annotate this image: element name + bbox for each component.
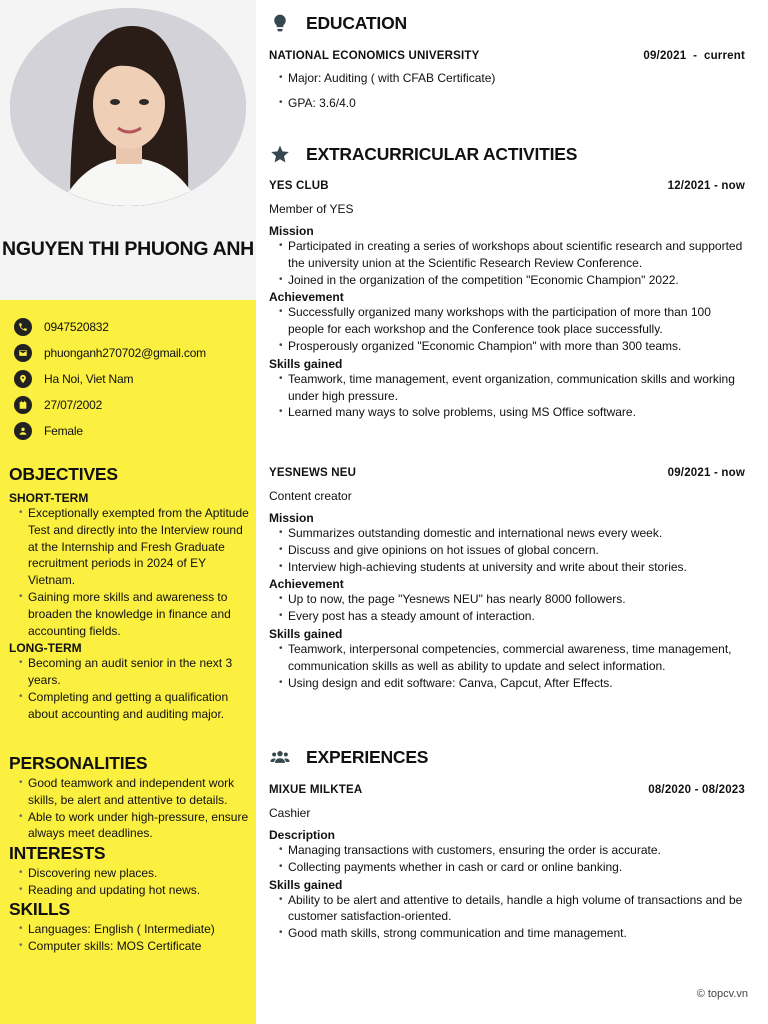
education-date [643,50,749,62]
education-entry [269,50,749,112]
long-term-list [9,655,249,722]
activity-org: YESNEWS NEU [269,467,357,479]
school-name: NATIONAL ECONOMICS UNIVERSITY [269,50,480,62]
interests-list [9,865,249,899]
personalities-title: PERSONALITIES [9,753,148,773]
mission-label: Mission [269,224,314,238]
users-icon [269,746,291,768]
phone-number[interactable]: 0947520832 [44,320,109,334]
list-item: • Major: Auditing ( with CFAB Certificate) [269,70,749,87]
person-icon [14,422,32,440]
list-item: • Every post has a steady amount of interaction. [269,608,749,625]
experience-entry [269,784,749,942]
achievement-label: Achievement [269,577,344,592]
contact-phone [14,314,250,340]
avatar [10,8,246,206]
activity-entry-yesnews [269,467,749,691]
candidate-name: NGUYEN THI PHUONG ANH [2,238,254,260]
activity-role: Content creator [269,489,352,503]
list-item: • Completing and getting a qualification about accounting and auditing major. [9,689,249,723]
list-item: • Good teamwork and independent work skills, be alert and attentive to details. [9,775,249,809]
list-item: • Prosperously organized "Economic Champion" with more than 300 teams. [269,338,749,355]
activity-entry-yes-club [269,180,749,421]
footer-credit[interactable]: © topcv.vn [696,988,748,1000]
education-list [269,70,749,112]
skills-gained-label: Skills gained [269,626,343,641]
achievement-list [269,591,749,625]
phone-icon [14,318,32,336]
avatar-photo [10,8,246,206]
education-header [269,12,407,34]
contact-gender [14,418,250,444]
objectives-section [9,464,249,723]
description-label: Description [269,828,336,842]
skills-gained-label: Skills gained [269,877,343,892]
birthday-text: 27/07/2002 [44,398,103,412]
lightbulb-icon [269,12,291,34]
contact-email [14,340,250,366]
list-item: • Discuss and give opinions on hot issues of global concern. [269,542,749,559]
list-item: • Able to work under high-pressure, ensure always meet deadlines. [9,809,249,843]
list-item: • Successfully organized many workshops with the participation of more than 100 people for each workshop and the Conference took place successfully. [269,304,749,338]
location-text: Ha Noi, Viet Nam [44,372,134,386]
mission-list [269,238,749,288]
extracurricular-header [269,143,577,165]
list-item: • Languages: English ( Intermediate) [9,921,249,938]
list-item: • Up to now, the page "Yesnews NEU" has nearly 8000 followers. [269,591,749,608]
location-icon [14,370,32,388]
list-item: • Managing transactions with customers, ensuring the order is accurate. [269,842,749,859]
achievement-list [269,304,749,354]
list-item: • Teamwork, time management, event organization, communication skills and working under high pressure. [269,371,749,405]
description-list [269,842,749,876]
experiences-title: EXPERIENCES [306,746,429,767]
list-item: • Learned many ways to solve problems, using MS Office software. [269,404,749,421]
date-separator: - [693,50,698,62]
achievement-label: Achievement [269,290,344,305]
activity-role: Member of YES [269,202,354,216]
list-item: • Participated in creating a series of workshops about scientific research and supported the university union at the Scientific Research Review Conference. [269,238,749,272]
personalities-section [9,753,249,842]
activity-date: 12/2021 - now [667,180,745,192]
experiences-header [269,746,428,768]
contact-birthday [14,392,250,418]
contact-location [14,366,250,392]
mission-list [269,525,749,575]
date-to: current [703,50,745,62]
company-name: MIXUE MILKTEA [269,784,363,796]
list-item: • Ability to be alert and attentive to details, handle a high volume of transactions and be customer satisfaction-oriented. [269,892,749,926]
list-item: • GPA: 3.6/4.0 [269,95,749,112]
list-item: • Teamwork, interpersonal competencies, commercial awareness, time management, communication skills as well as ability to update and select information. [269,641,749,675]
education-head [269,50,749,62]
experience-role: Cashier [269,806,311,820]
short-term-label: SHORT-TERM [9,491,89,505]
gender-text: Female [44,424,83,438]
mission-label: Mission [269,511,314,525]
interests-section [9,843,249,899]
personalities-list [9,775,249,842]
list-item: • Summarizes outstanding domestic and international news every week. [269,525,749,542]
list-item: • Discovering new places. [9,865,249,882]
list-item: • Collecting payments whether in cash or card or online banking. [269,859,749,876]
contact-list [14,314,250,444]
skills-section [9,899,249,955]
list-item: • Computer skills: MOS Certificate [9,938,249,955]
skills-gained-list [269,371,749,421]
objectives-title: OBJECTIVES [9,464,118,484]
list-item: • Gaining more skills and awareness to broaden the knowledge in finance and accounting fields. [9,589,249,639]
calendar-icon [14,396,32,414]
list-item: • Reading and updating hot news. [9,882,249,899]
interests-title: INTERESTS [9,843,106,863]
star-icon [269,143,291,165]
email-address[interactable]: phuonganh270702@gmail.com [44,346,206,360]
activity-head [269,467,749,479]
list-item: • Using design and edit software: Canva, Capcut, After Effects. [269,675,749,692]
education-title: EDUCATION [306,12,407,33]
long-term-label: LONG-TERM [9,641,82,656]
extracurricular-title: EXTRACURRICULAR ACTIVITIES [306,143,578,164]
activity-date: 09/2021 - now [667,467,745,479]
experience-date: 08/2020 - 08/2023 [648,784,745,796]
list-item: • Interview high-achieving students at university and write about their stories. [269,559,749,576]
mail-icon [14,344,32,362]
date-from: 09/2021 [643,50,687,62]
experience-head [269,784,749,796]
activity-head [269,180,749,192]
skills-gained-list [269,892,749,942]
activity-org: YES CLUB [269,180,329,192]
short-term-list [9,505,249,639]
list-item: • Good math skills, strong communication and time management. [269,925,749,942]
skills-gained-list [269,641,749,691]
list-item: • Exceptionally exempted from the Aptitude Test and directly into the Interview round at the Internship and Fresh Graduate recruitment periods in 2024 of EY Vietnam. [9,505,249,589]
list-item: • Becoming an audit senior in the next 3 years. [9,655,249,689]
list-item: • Joined in the organization of the competition "Economic Champion" 2022. [269,272,749,289]
skills-title: SKILLS [9,899,71,919]
skills-list [9,921,249,955]
skills-gained-label: Skills gained [269,356,343,371]
